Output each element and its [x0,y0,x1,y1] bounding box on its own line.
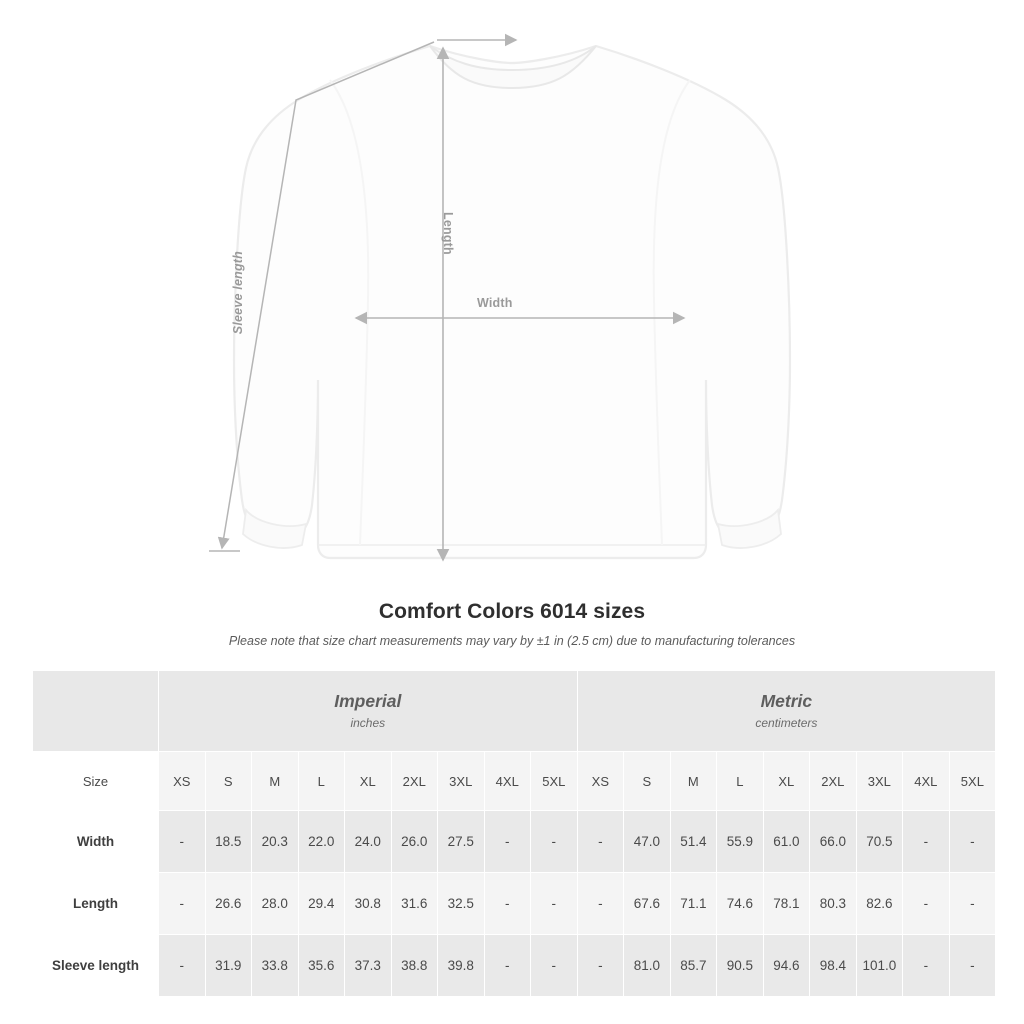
cell-length-imperial-s: 26.6 [205,873,252,935]
cell-length-metric-5xl: - [949,873,996,935]
page-title: Comfort Colors 6014 sizes [378,600,646,623]
table-row [33,873,996,935]
size-col-metric-3xl: 3XL [856,752,903,811]
cell-sleeve-metric-m: 85.7 [670,935,717,997]
row-label-length: Length [33,873,159,935]
cell-sleeve-imperial-m: 33.8 [252,935,299,997]
cell-width-imperial-2xl: 26.0 [391,811,438,873]
cell-sleeve-metric-2xl: 98.4 [810,935,857,997]
size-col-metric-4xl: 4XL [903,752,950,811]
cell-sleeve-metric-s: 81.0 [624,935,671,997]
cell-length-metric-m: 71.1 [670,873,717,935]
cell-sleeve-metric-3xl: 101.0 [856,935,903,997]
cell-sleeve-imperial-3xl: 39.8 [438,935,485,997]
unit-header-metric [577,671,996,752]
size-header-row [33,752,996,811]
cell-sleeve-imperial-5xl: - [531,935,578,997]
size-col-metric-5xl: 5XL [949,752,996,811]
size-chart-table [32,670,996,997]
cell-width-imperial-xs: - [159,811,206,873]
unit-header-imperial [159,671,578,752]
cell-width-metric-5xl: - [949,811,996,873]
size-col-imperial-2xl: 2XL [391,752,438,811]
cell-length-metric-xl: 78.1 [763,873,810,935]
cell-sleeve-imperial-2xl: 38.8 [391,935,438,997]
size-col-imperial-xl: XL [345,752,392,811]
sleeve-length-label: Sleeve length [231,251,245,335]
unit-metric-name: Metric [760,691,813,712]
cell-width-metric-l: 55.9 [717,811,764,873]
cell-width-imperial-s: 18.5 [205,811,252,873]
size-col-imperial-m: M [252,752,299,811]
cell-sleeve-imperial-l: 35.6 [298,935,345,997]
size-col-imperial-xs: XS [159,752,206,811]
cell-width-imperial-m: 20.3 [252,811,299,873]
cell-length-imperial-3xl: 32.5 [438,873,485,935]
cell-width-metric-4xl: - [903,811,950,873]
cell-width-metric-xl: 61.0 [763,811,810,873]
size-col-imperial-l: L [298,752,345,811]
cell-length-imperial-2xl: 31.6 [391,873,438,935]
cell-length-metric-2xl: 80.3 [810,873,857,935]
size-col-metric-2xl: 2XL [810,752,857,811]
size-table-wrap [32,670,992,997]
size-col-metric-s: S [624,752,671,811]
cell-sleeve-metric-5xl: - [949,935,996,997]
unit-header-spacer [33,671,159,752]
cell-width-imperial-4xl: - [484,811,531,873]
cell-length-metric-l: 74.6 [717,873,764,935]
table-row [33,811,996,873]
row-label-sleeve-length: Sleeve length [33,935,159,997]
cell-length-metric-s: 67.6 [624,873,671,935]
cell-width-imperial-xl: 24.0 [345,811,392,873]
cell-sleeve-imperial-s: 31.9 [205,935,252,997]
cell-sleeve-imperial-xs: - [159,935,206,997]
cell-length-imperial-xs: - [159,873,206,935]
cell-width-metric-s: 47.0 [624,811,671,873]
size-column-header: Size [33,752,159,811]
cell-length-metric-xs: - [577,873,624,935]
size-col-imperial-s: S [205,752,252,811]
size-col-imperial-5xl: 5XL [531,752,578,811]
cell-width-imperial-l: 22.0 [298,811,345,873]
cell-width-imperial-5xl: - [531,811,578,873]
cell-length-metric-4xl: - [903,873,950,935]
cell-width-metric-xs: - [577,811,624,873]
size-col-metric-l: L [717,752,764,811]
cell-width-imperial-3xl: 27.5 [438,811,485,873]
length-label: Length [441,212,455,255]
cell-length-imperial-4xl: - [484,873,531,935]
cell-length-imperial-l: 29.4 [298,873,345,935]
size-col-imperial-3xl: 3XL [438,752,485,811]
unit-imperial-name: Imperial [334,691,402,712]
cell-sleeve-metric-xs: - [577,935,624,997]
cell-length-imperial-m: 28.0 [252,873,299,935]
size-col-metric-m: M [670,752,717,811]
cell-length-imperial-5xl: - [531,873,578,935]
cell-sleeve-metric-xl: 94.6 [763,935,810,997]
cell-width-metric-3xl: 70.5 [856,811,903,873]
size-col-metric-xs: XS [577,752,624,811]
tolerance-note: Please note that size chart measurements may vary by ±1 in (2.5 cm) due to manufacturing tolerances [228,634,796,648]
row-label-width: Width [33,811,159,873]
title-block [0,600,1024,648]
size-col-imperial-4xl: 4XL [484,752,531,811]
cell-sleeve-metric-4xl: - [903,935,950,997]
cell-sleeve-metric-l: 90.5 [717,935,764,997]
table-row [33,935,996,997]
size-col-metric-xl: XL [763,752,810,811]
width-label: Width [477,296,513,310]
cell-width-metric-2xl: 66.0 [810,811,857,873]
cell-length-imperial-xl: 30.8 [345,873,392,935]
unit-imperial-unit: inches [350,715,386,730]
unit-group-header-row [33,671,996,752]
cell-width-metric-m: 51.4 [670,811,717,873]
cell-sleeve-imperial-4xl: - [484,935,531,997]
unit-metric-unit: centimeters [755,715,818,730]
cell-length-metric-3xl: 82.6 [856,873,903,935]
cell-sleeve-imperial-xl: 37.3 [345,935,392,997]
